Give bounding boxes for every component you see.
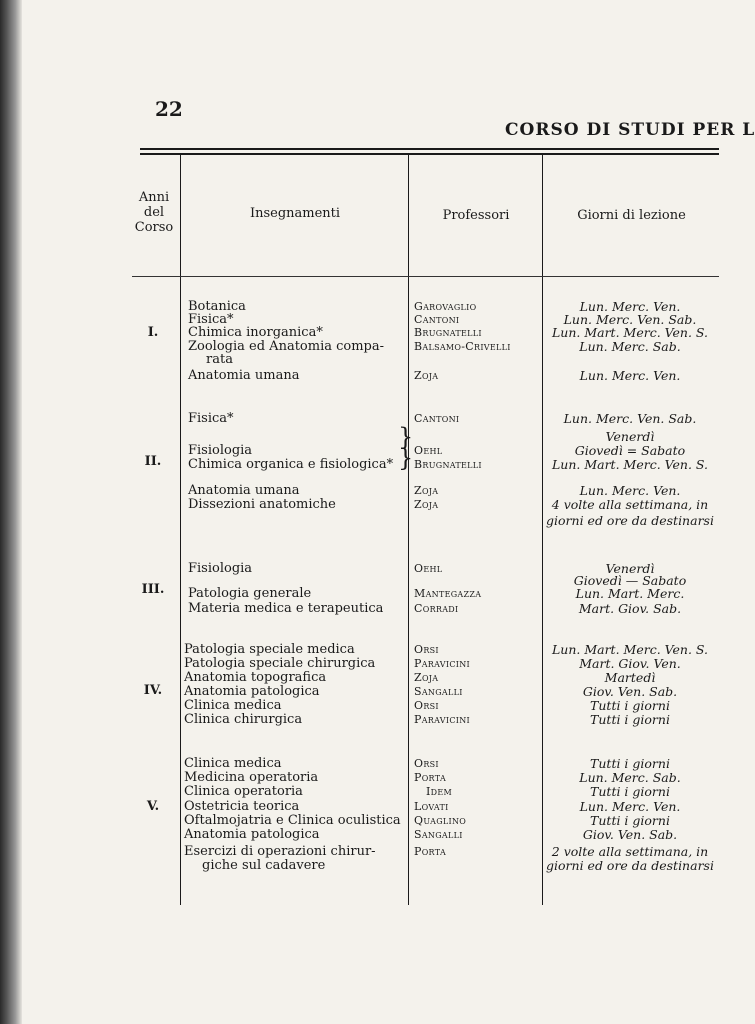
lesson-days: Lun. Merc. Sab. [579,339,681,354]
lesson-days: Tutti i giorni [590,813,670,828]
lesson-days: Lun. Merc. Ven. [579,483,681,498]
course-professor: Mantegazza [414,587,482,600]
course-professor: Porta [414,771,447,784]
course-professor: Garovaglio [414,300,477,313]
course-professor: Sangalli [414,685,463,698]
lesson-days: 2 volte alla settimana, in [551,844,709,859]
course-subject: Anatomia topografica [184,670,327,685]
header-insegnamenti: Insegnamenti [249,206,341,221]
book-binding-edge [0,0,22,1024]
header-rule-bottom [140,153,719,155]
course-professor: Corradi [414,602,459,615]
course-professor: Quaglino [414,814,467,827]
course-professor: Orsi [414,643,439,656]
lesson-days: Martedì [604,670,656,685]
lesson-days: Lun. Merc. Ven. Sab. [563,312,697,327]
lesson-days: Lun. Merc. Sab. [579,770,681,785]
lesson-days: Giov. Ven. Sab. [582,827,678,842]
lesson-days: Lun. Mart. Merc. [575,586,685,601]
course-subject: Botanica [188,299,246,314]
lesson-days: giorni ed ore da destinarsi [546,513,714,528]
lesson-days: Lun. Merc. Ven. [579,368,681,383]
year-label: V. [146,799,160,814]
course-professor: Paravicini [414,713,470,726]
course-subject: Clinica chirurgica [184,712,303,727]
course-subject: Fisiologia [188,561,253,576]
course-subject: Materia medica e terapeutica [188,601,384,616]
course-professor: Paravicini [414,657,470,670]
lesson-days: Tutti i giorni [590,784,670,799]
course-subject: Patologia generale [188,586,312,601]
lesson-days: Mart. Giov. Sab. [578,601,682,616]
year-label: I. [147,325,159,340]
course-professor: Lovati [414,800,449,813]
course-subject: Anatomia patologica [184,684,320,699]
course-subject: Esercizi di operazioni chirur- [184,844,376,859]
course-professor: Porta [414,845,447,858]
year-label: III. [141,582,165,597]
header-separator [132,276,719,277]
course-professor: Cantoni [414,412,460,425]
brace-glyph: } [398,444,414,472]
course-subject: Dissezioni anatomiche [188,497,336,512]
lesson-days: Lun. Mart. Merc. Ven. S. [551,642,709,657]
header-rule-top [140,148,719,150]
course-subject: giche sul cadavere [202,858,326,873]
course-professor: Brugnatelli [414,326,482,339]
course-professor: Zoja [414,369,439,382]
lesson-days: Lun. Mart. Merc. Ven. S. [551,325,709,340]
course-subject: Medicina operatoria [184,770,319,785]
course-professor: Zoja [414,671,439,684]
lesson-days: giorni ed ore da destinarsi [546,858,714,873]
course-subject: Clinica operatoria [184,784,303,799]
course-professor: Cantoni [414,313,460,326]
course-subject: Patologia speciale medica [184,642,355,657]
course-professor: Oehl [414,444,443,457]
course-subject: Fisica* [188,411,234,426]
page-number: 22 [155,97,183,121]
header-anni: Anni del Corso [134,190,174,235]
lesson-days: Lun. Merc. Ven. [579,799,681,814]
column-divider-1 [180,155,181,905]
course-subject: Chimica organica e fisiologica* [188,457,394,472]
course-professor: Orsi [414,699,439,712]
course-professor: Brugnatelli [414,458,482,471]
course-subject: Fisiologia [188,443,253,458]
lesson-days: Tutti i giorni [590,712,670,727]
course-subject: Chimica inorganica* [188,325,323,340]
year-label: II. [144,454,162,469]
course-professor: Balsamo-Crivelli [414,340,511,353]
lesson-days: Lun. Merc. Ven. [579,299,681,314]
lesson-days: Giovedì — Sabato [573,573,687,588]
course-professor: Zoja [414,498,439,511]
lesson-days: 4 volte alla settimana, in [551,497,709,512]
header-giorni: Giorni di lezione [577,208,686,223]
lesson-days: Venerdì [605,561,655,576]
lesson-days: Tutti i giorni [590,698,670,713]
course-subject: Anatomia patologica [184,827,320,842]
brace-glyph: } [398,423,414,451]
year-label: IV. [143,683,163,698]
course-subject: Clinica medica [184,698,282,713]
header-professori: Professori [442,208,510,223]
lesson-days: Mart. Giov. Ven. [579,656,681,671]
course-subject: Oftalmojatria e Clinica oculistica [184,813,401,828]
course-subject: Ostetricia teorica [184,799,300,814]
lesson-days: Giovedì = Sabato [574,443,686,458]
running-head: CORSO DI STUDI PER L [505,120,755,140]
course-professor: Sangalli [414,828,463,841]
course-subject: Anatomia umana [188,483,300,498]
lesson-days: Lun. Merc. Ven. Sab. [563,411,697,426]
course-professor: Idem [426,785,452,798]
course-professor: Zoja [414,484,439,497]
course-professor: Oehl [414,562,443,575]
course-subject: Anatomia umana [188,368,300,383]
course-subject: Zoologia ed Anatomia compa- [188,339,385,354]
lesson-days: Giov. Ven. Sab. [582,684,678,699]
column-divider-2 [408,155,409,905]
lesson-days: Lun. Mart. Merc. Ven. S. [551,457,709,472]
course-professor: Orsi [414,757,439,770]
course-subject: Fisica* [188,312,234,327]
lesson-days: Tutti i giorni [590,756,670,771]
lesson-days: Venerdì [605,429,655,444]
course-subject: Clinica medica [184,756,282,771]
course-subject: Patologia speciale chirurgica [184,656,376,671]
course-subject: rata [206,352,233,367]
